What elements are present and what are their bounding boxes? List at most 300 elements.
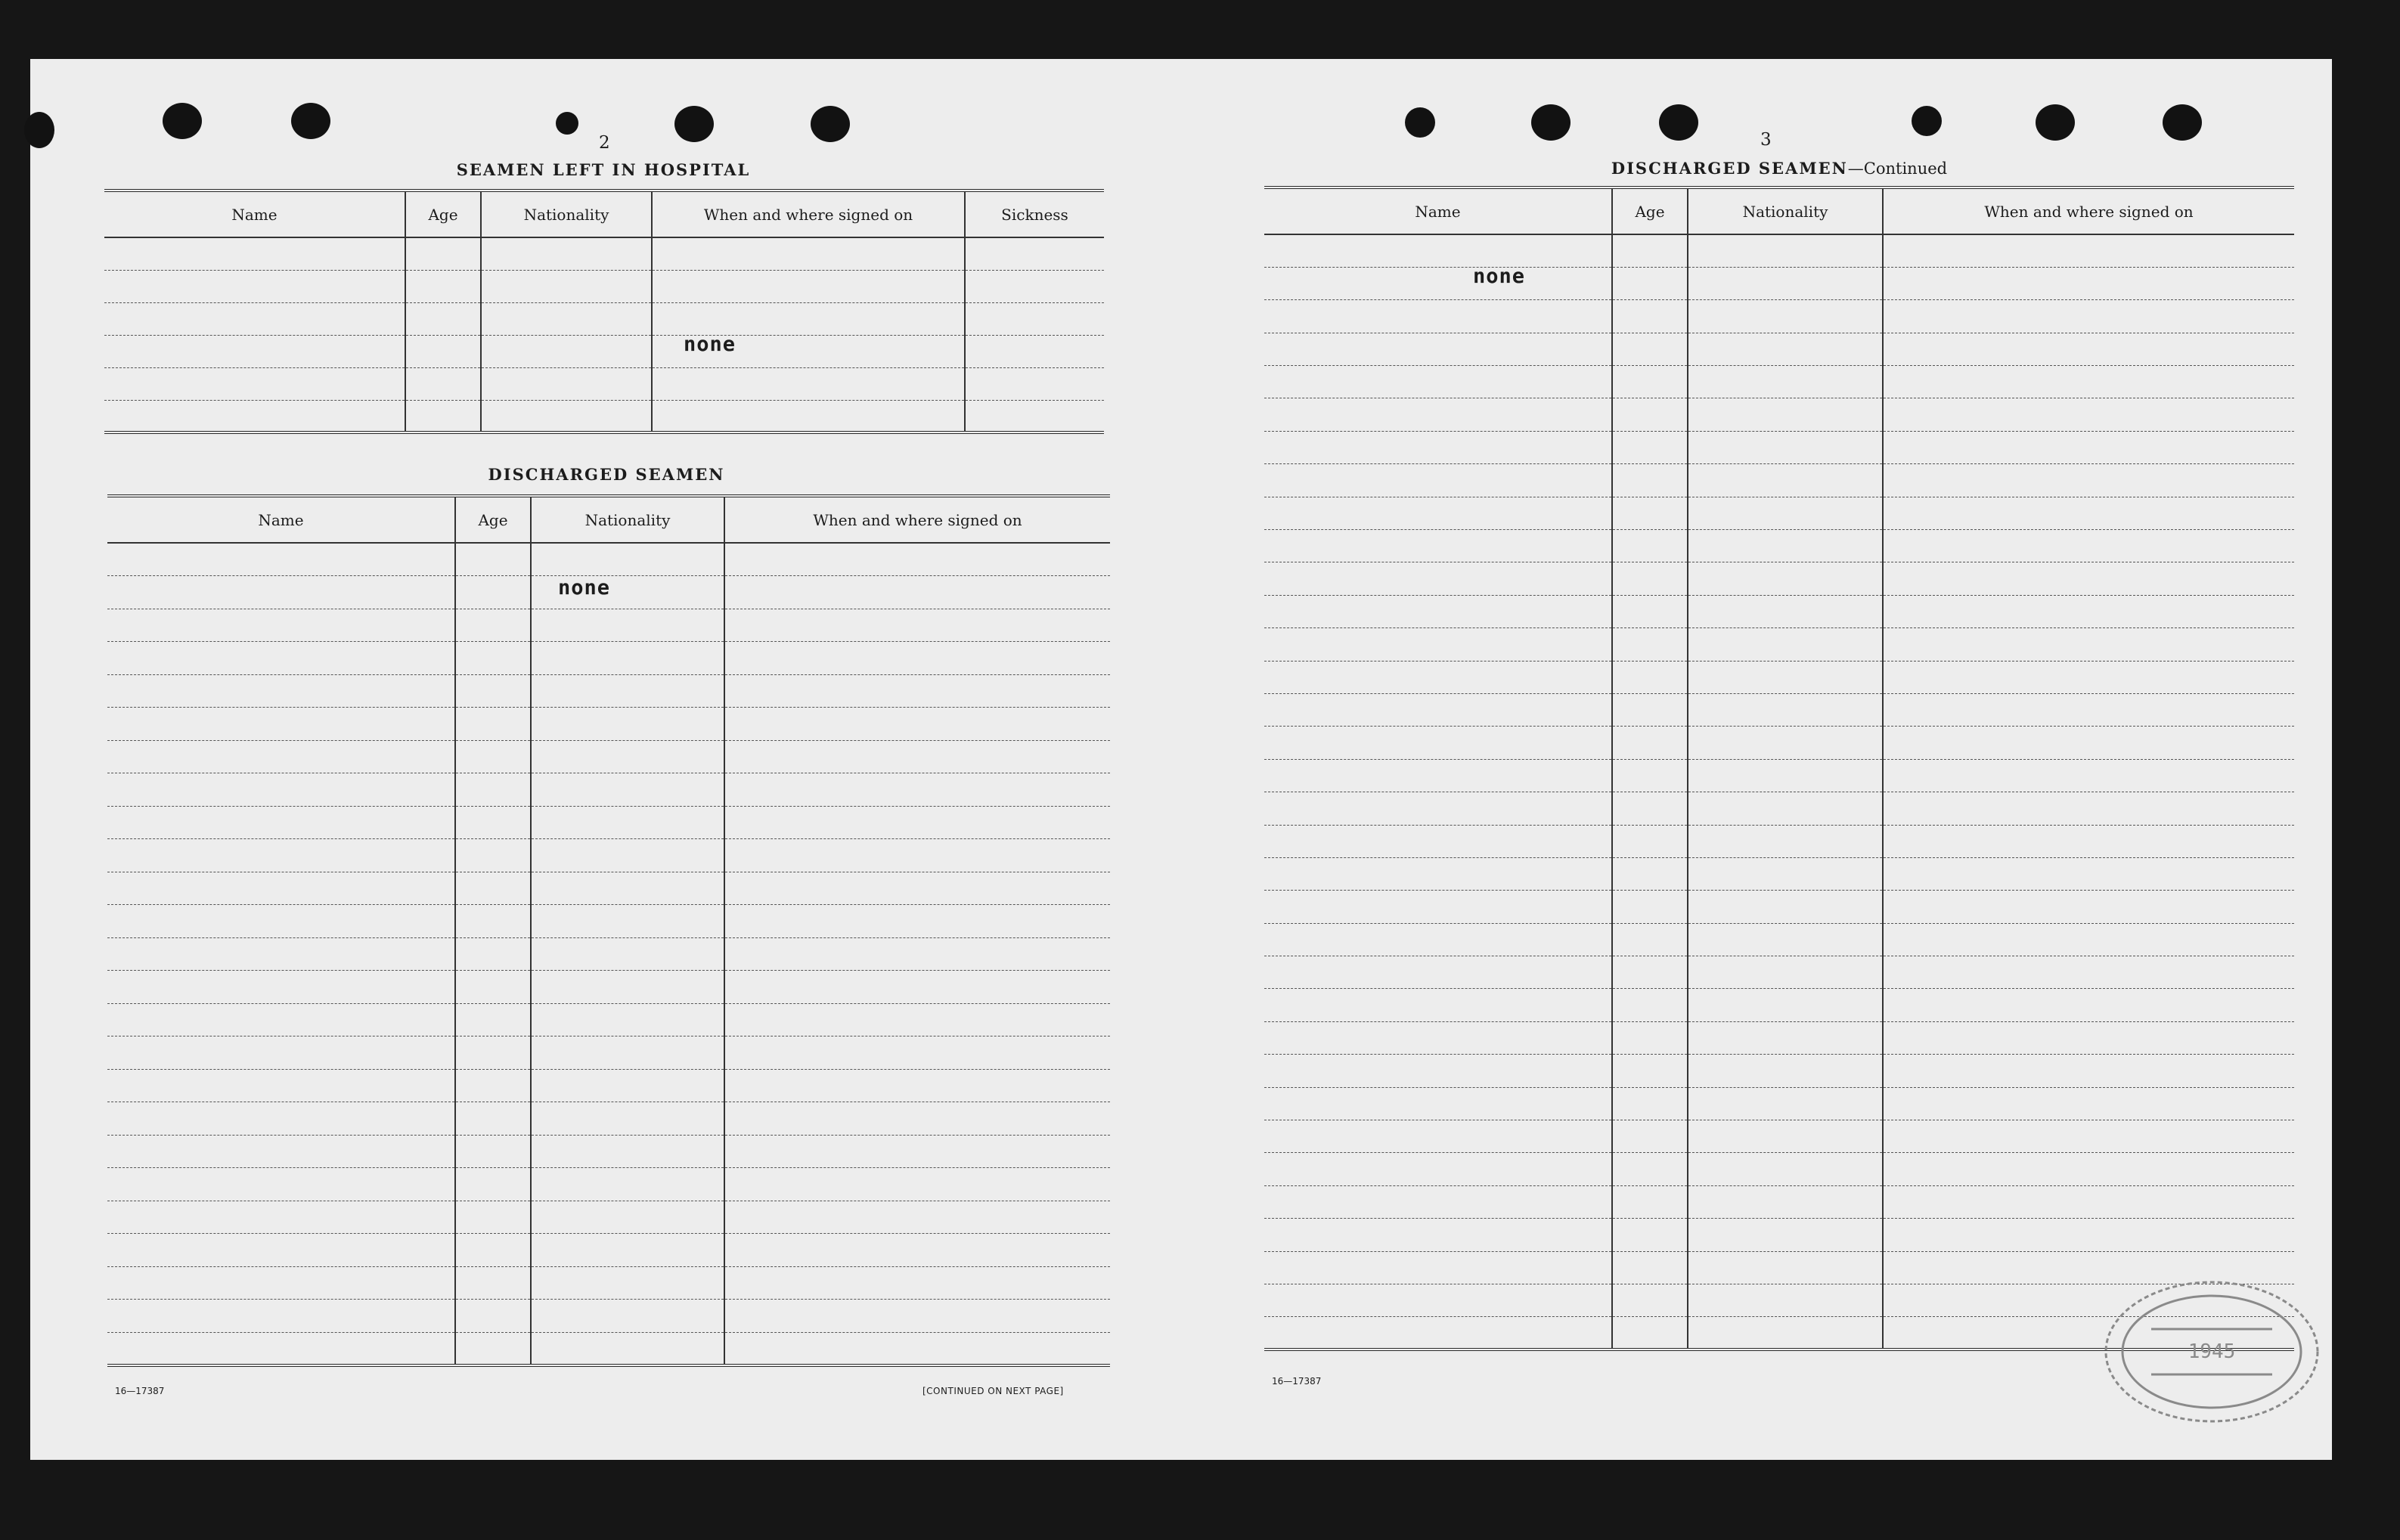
table-row <box>107 1201 1110 1234</box>
column-header-name: Name <box>104 191 405 237</box>
table-cell <box>1883 464 2294 497</box>
table-cell <box>1883 661 2294 693</box>
table-cell <box>724 1036 1110 1070</box>
table-cell <box>1688 366 1883 398</box>
table-cell <box>1688 1087 1883 1120</box>
table-cell <box>965 335 1104 367</box>
table-cell <box>455 1266 531 1300</box>
table-cell <box>724 674 1110 708</box>
table-cell <box>455 806 531 839</box>
table-cell <box>455 1003 531 1036</box>
table-cell <box>1688 792 1883 825</box>
table-cell <box>724 642 1110 675</box>
table-cell <box>1264 1219 1612 1251</box>
table-cell <box>1883 759 2294 792</box>
table-cell <box>455 609 531 642</box>
table-cell <box>1883 857 2294 890</box>
table-cell <box>1264 464 1612 497</box>
table-cell <box>531 1036 724 1070</box>
table-cell <box>1612 923 1688 956</box>
table-cell <box>107 609 455 642</box>
table-cell <box>1264 923 1612 956</box>
table-cell <box>652 367 965 400</box>
table-row <box>107 839 1110 872</box>
customs-stamp <box>2098 1276 2325 1427</box>
punch-hole <box>2036 104 2075 141</box>
table-row <box>1264 1055 2294 1087</box>
table-cell <box>1612 300 1688 333</box>
table-cell <box>1883 1185 2294 1218</box>
table-row <box>107 937 1110 971</box>
punch-hole <box>2163 104 2202 141</box>
table-cell <box>481 367 652 400</box>
table-row <box>107 1300 1110 1333</box>
table-cell <box>1264 1185 1612 1218</box>
table-cell <box>724 1201 1110 1234</box>
table-cell <box>1688 595 1883 627</box>
table-cell <box>107 576 455 609</box>
table-cell <box>1264 530 1612 562</box>
table-row <box>107 773 1110 807</box>
table-row <box>1264 1120 2294 1153</box>
table-cell <box>1688 759 1883 792</box>
table-cell <box>531 1332 724 1365</box>
column-header-sickness: Sickness <box>965 191 1104 237</box>
table-cell <box>531 1003 724 1036</box>
table-cell <box>1264 595 1612 627</box>
table-cell <box>652 302 965 335</box>
column-header-nationality: Nationality <box>1688 187 1883 234</box>
table-cell <box>724 1102 1110 1136</box>
table-cell <box>531 1102 724 1136</box>
table-cell <box>724 806 1110 839</box>
table-cell <box>107 1332 455 1365</box>
table-cell <box>1612 693 1688 726</box>
table-cell <box>455 971 531 1004</box>
table-cell <box>107 708 455 741</box>
table-cell <box>1883 1120 2294 1153</box>
table-cell <box>1612 497 1688 529</box>
table-cell <box>1264 1120 1612 1153</box>
table-cell <box>1688 497 1883 529</box>
table-cell <box>1688 464 1883 497</box>
table-cell <box>455 674 531 708</box>
table-cell <box>1688 693 1883 726</box>
column-header-name: Name <box>1264 187 1612 234</box>
column-header-signed-on: When and where signed on <box>652 191 965 237</box>
table-cell <box>455 1135 531 1168</box>
table-row <box>1264 1021 2294 1054</box>
table-row <box>104 302 1104 335</box>
table-cell <box>1688 530 1883 562</box>
table-cell <box>1883 530 2294 562</box>
table-cell <box>481 400 652 432</box>
table-cell <box>1612 398 1688 431</box>
table-row <box>1264 693 2294 726</box>
table-cell <box>724 872 1110 905</box>
table-cell <box>1612 825 1688 857</box>
table-row <box>1264 464 2294 497</box>
table-cell <box>107 1036 455 1070</box>
table-cell <box>724 1168 1110 1201</box>
table-cell <box>724 740 1110 773</box>
punch-hole <box>1531 104 1571 141</box>
table-cell <box>724 971 1110 1004</box>
table-cell <box>104 335 405 367</box>
table-cell <box>481 270 652 302</box>
table-cell <box>107 971 455 1004</box>
section-title-discharged-continued <box>1264 159 2294 178</box>
table-row <box>1264 234 2294 267</box>
table-row <box>1264 398 2294 431</box>
table-row <box>107 872 1110 905</box>
table-cell <box>1688 333 1883 365</box>
table-row <box>1264 300 2294 333</box>
table-row <box>1264 497 2294 529</box>
table-row <box>1264 727 2294 759</box>
punch-hole <box>291 103 330 139</box>
table-row <box>107 1266 1110 1300</box>
table-cell <box>1883 923 2294 956</box>
table-cell <box>1612 1185 1688 1218</box>
table-row <box>1264 431 2294 463</box>
table-cell <box>107 1201 455 1234</box>
table-row <box>107 905 1110 938</box>
punch-hole <box>24 112 54 148</box>
table-cell <box>107 1168 455 1201</box>
table-cell <box>104 367 405 400</box>
table-cell <box>531 1168 724 1201</box>
hospital-table <box>104 189 1104 434</box>
table-cell <box>1883 333 2294 365</box>
table-cell <box>1612 464 1688 497</box>
table-cell <box>724 1266 1110 1300</box>
column-header-nationality: Nationality <box>531 496 724 543</box>
table-cell <box>1883 956 2294 989</box>
table-row <box>107 642 1110 675</box>
table-cell <box>1264 1251 1612 1284</box>
table-cell <box>531 839 724 872</box>
table-cell <box>455 905 531 938</box>
table-cell <box>405 367 481 400</box>
table-cell <box>107 1135 455 1168</box>
table-cell <box>724 708 1110 741</box>
table-row <box>1264 628 2294 661</box>
table-row <box>107 609 1110 642</box>
table-cell <box>455 740 531 773</box>
table-cell <box>1688 1120 1883 1153</box>
table-cell <box>531 642 724 675</box>
table-cell <box>455 543 531 576</box>
table-cell <box>107 872 455 905</box>
table-cell <box>1264 792 1612 825</box>
table-cell <box>1264 628 1612 661</box>
punch-hole <box>1659 104 1698 141</box>
table-cell <box>1264 300 1612 333</box>
table-cell <box>104 237 405 270</box>
table-cell <box>531 806 724 839</box>
table-cell <box>531 1234 724 1267</box>
column-header-signed-on: When and where signed on <box>1883 187 2294 234</box>
page-number: 3 <box>1760 130 1772 150</box>
table-row <box>1264 857 2294 890</box>
table-cell <box>1612 1317 1688 1349</box>
table-row <box>104 335 1104 367</box>
table-row <box>1264 956 2294 989</box>
table-row <box>104 367 1104 400</box>
table-cell <box>455 1234 531 1267</box>
table-cell <box>1264 759 1612 792</box>
table-row <box>107 1102 1110 1136</box>
table-row <box>107 806 1110 839</box>
table-cell <box>455 872 531 905</box>
table-cell <box>1612 234 1688 267</box>
table-cell <box>1264 891 1612 923</box>
table-cell <box>405 237 481 270</box>
table-cell <box>104 302 405 335</box>
table-cell <box>1612 1251 1688 1284</box>
table-cell <box>1883 1055 2294 1087</box>
table-row <box>1264 825 2294 857</box>
table-cell <box>1688 1251 1883 1284</box>
table-cell <box>1264 1021 1612 1054</box>
table-cell <box>1883 234 2294 267</box>
table-cell <box>107 1300 455 1333</box>
table-cell <box>531 1266 724 1300</box>
table-cell <box>531 905 724 938</box>
table-cell <box>724 773 1110 807</box>
table-cell <box>455 708 531 741</box>
table-cell <box>455 1168 531 1201</box>
table-cell <box>531 1201 724 1234</box>
table-cell <box>107 1069 455 1102</box>
table-cell <box>1264 857 1612 890</box>
table-row <box>1264 1153 2294 1185</box>
table-cell <box>455 1300 531 1333</box>
column-header-signed-on: When and where signed on <box>724 496 1110 543</box>
punch-hole <box>1912 106 1942 136</box>
table-cell <box>1264 366 1612 398</box>
table-cell <box>724 937 1110 971</box>
table-cell <box>1883 727 2294 759</box>
table-cell <box>965 302 1104 335</box>
document-sheet <box>30 59 2332 1460</box>
table-cell <box>1264 956 1612 989</box>
table-row <box>1264 1185 2294 1218</box>
table-row <box>107 1234 1110 1267</box>
table-cell <box>1264 989 1612 1021</box>
table-cell <box>1883 1153 2294 1185</box>
table-row <box>1264 661 2294 693</box>
hospital-entry: none <box>684 333 736 356</box>
table-cell <box>531 872 724 905</box>
table-cell <box>531 1135 724 1168</box>
table-cell <box>1612 661 1688 693</box>
table-cell <box>1612 267 1688 299</box>
table-cell <box>107 674 455 708</box>
table-cell <box>1612 530 1688 562</box>
table-cell <box>1883 366 2294 398</box>
table-cell <box>481 335 652 367</box>
table-cell <box>531 674 724 708</box>
table-cell <box>1883 989 2294 1021</box>
table-cell <box>531 971 724 1004</box>
form-number: 16—17387 <box>115 1386 165 1396</box>
table-cell <box>531 708 724 741</box>
table-row <box>1264 923 2294 956</box>
table-cell <box>104 270 405 302</box>
table-row <box>1264 333 2294 365</box>
table-row <box>107 1036 1110 1070</box>
table-cell <box>652 237 965 270</box>
discharged-entry: none <box>558 576 611 600</box>
table-cell <box>455 1102 531 1136</box>
table-cell <box>1612 562 1688 595</box>
table-cell <box>107 543 455 576</box>
table-cell <box>1883 398 2294 431</box>
table-row <box>107 708 1110 741</box>
table-cell <box>405 335 481 367</box>
table-cell <box>965 270 1104 302</box>
form-number: 16—17387 <box>1272 1376 1322 1387</box>
table-cell <box>724 1069 1110 1102</box>
table-cell <box>724 543 1110 576</box>
section-title-discharged: DISCHARGED SEAMEN <box>488 465 725 484</box>
table-cell <box>1612 366 1688 398</box>
table-cell <box>1612 989 1688 1021</box>
table-cell <box>1688 1219 1883 1251</box>
table-cell <box>652 400 965 432</box>
table-cell <box>1883 1021 2294 1054</box>
table-cell <box>1883 1219 2294 1251</box>
table-cell <box>724 1332 1110 1365</box>
table-cell <box>724 1135 1110 1168</box>
column-header-age: Age <box>455 496 531 543</box>
table-cell <box>1688 989 1883 1021</box>
table-cell <box>531 773 724 807</box>
table-cell <box>481 302 652 335</box>
table-cell <box>1264 1055 1612 1087</box>
table-cell <box>1688 300 1883 333</box>
table-cell <box>1264 398 1612 431</box>
table-row <box>107 1003 1110 1036</box>
section-title-suffix: —Continued <box>1847 160 1948 178</box>
table-cell <box>1264 497 1612 529</box>
table-cell <box>965 400 1104 432</box>
table-cell <box>1883 693 2294 726</box>
table-cell <box>104 400 405 432</box>
table-cell <box>1612 792 1688 825</box>
table-row <box>104 237 1104 270</box>
table-row <box>107 1069 1110 1102</box>
table-row <box>107 1135 1110 1168</box>
table-cell <box>1264 1087 1612 1120</box>
table-cell <box>107 937 455 971</box>
table-cell <box>1612 1284 1688 1317</box>
table-cell <box>1612 891 1688 923</box>
table-cell <box>652 270 965 302</box>
discharged-continued-table <box>1264 186 2294 1351</box>
table-row <box>1264 562 2294 595</box>
table-row <box>1264 1087 2294 1120</box>
table-cell <box>1688 891 1883 923</box>
column-header-age: Age <box>405 191 481 237</box>
table-cell <box>1612 956 1688 989</box>
table-cell <box>1883 1087 2294 1120</box>
table-cell <box>107 806 455 839</box>
section-title-text: DISCHARGED SEAMEN <box>1611 159 1848 178</box>
table-cell <box>1883 595 2294 627</box>
table-cell <box>1883 300 2294 333</box>
table-row <box>107 1168 1110 1201</box>
table-cell <box>724 905 1110 938</box>
table-row <box>1264 366 2294 398</box>
table-row <box>1264 891 2294 923</box>
table-row <box>1264 759 2294 792</box>
table-cell <box>724 609 1110 642</box>
table-cell <box>1612 1153 1688 1185</box>
table-cell <box>1612 595 1688 627</box>
table-cell <box>1688 431 1883 463</box>
table-cell <box>107 1266 455 1300</box>
table-cell <box>1612 759 1688 792</box>
continued-entry: none <box>1473 265 1526 288</box>
table-cell <box>455 576 531 609</box>
table-cell <box>455 773 531 807</box>
table-row <box>1264 530 2294 562</box>
punch-hole <box>674 106 714 142</box>
table-cell <box>1883 825 2294 857</box>
punch-hole <box>163 103 202 139</box>
table-cell <box>405 400 481 432</box>
table-row <box>1264 267 2294 299</box>
table-cell <box>1688 1284 1883 1317</box>
table-cell <box>1264 825 1612 857</box>
table-cell <box>1264 661 1612 693</box>
table-cell <box>1883 431 2294 463</box>
table-cell <box>1688 1185 1883 1218</box>
table-cell <box>455 1036 531 1070</box>
table-cell <box>531 937 724 971</box>
table-cell <box>455 839 531 872</box>
table-cell <box>1264 693 1612 726</box>
column-header-nationality: Nationality <box>481 191 652 237</box>
table-row <box>1264 989 2294 1021</box>
table-cell <box>531 1300 724 1333</box>
table-cell <box>724 839 1110 872</box>
table-cell <box>531 609 724 642</box>
table-cell <box>405 302 481 335</box>
table-row <box>1264 595 2294 627</box>
table-cell <box>1688 1153 1883 1185</box>
table-cell <box>1688 1021 1883 1054</box>
table-row <box>107 971 1110 1004</box>
punch-hole <box>556 112 578 135</box>
table-cell <box>1883 497 2294 529</box>
table-cell <box>1612 1219 1688 1251</box>
table-row <box>107 543 1110 576</box>
table-cell <box>1688 628 1883 661</box>
table-row <box>104 270 1104 302</box>
table-row <box>1264 792 2294 825</box>
table-cell <box>1264 234 1612 267</box>
table-cell <box>531 543 724 576</box>
table-cell <box>1612 431 1688 463</box>
table-cell <box>1688 923 1883 956</box>
table-cell <box>531 1069 724 1102</box>
table-cell <box>724 576 1110 609</box>
table-cell <box>1688 1055 1883 1087</box>
